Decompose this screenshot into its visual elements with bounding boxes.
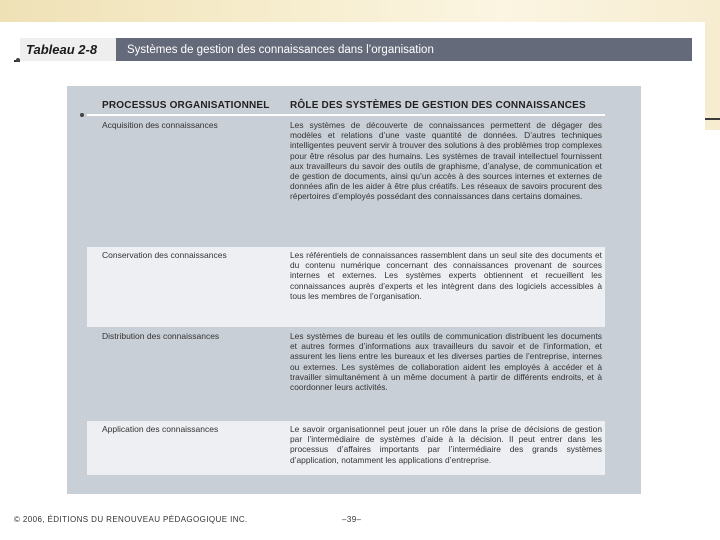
table-row (87, 328, 605, 419)
process-cell: Application des connaissances (102, 424, 219, 434)
role-cell: Les systèmes de bureau et les outils de communication distribuent les documents et autres formes d’informations aux travailleurs du savoir et de l’information, et assurent les liens entre les bureaux et les diverses parties de l’entreprise, internes ou externes. Les systèmes de collaboration aident les employés à accéder et à travailler simultanément à un même document à partir de différents endroits, et à coordonner leurs activités. (290, 331, 602, 393)
header-bullet-icon (80, 113, 84, 117)
table-title-bar (20, 38, 692, 61)
role-cell: Les systèmes de découverte de connaissances permettent de dégager des modèles et relations d’une vaste quantité de données. D’autres techniques intelligentes peuvent servir à trouver des solutions à des problèmes trop complexes pour être résolus par des humains. Les systèmes de travail intellectuel fournissent aux travailleurs du savoir des outils de graphisme, d’analyse, de communication et de gestion de documents, ainsi qu’un accès à des sources internes et externes de données afin de les aider à être plus créatifs. Les réseaux de savoirs procurent des répertoires d’employés possédant des connaissances dans certains domaines. (290, 120, 602, 202)
process-cell: Acquisition des connaissances (102, 120, 218, 130)
table-row (87, 247, 605, 327)
table-label: Tableau 2-8 (20, 38, 116, 61)
header-divider (87, 114, 605, 116)
decorative-rule (704, 118, 720, 120)
process-cell: Conservation des connaissances (102, 250, 227, 260)
column-header-process: PROCESSUS ORGANISATIONNEL (102, 100, 270, 111)
table-row (87, 117, 605, 245)
process-cell: Distribution des connaissances (102, 331, 220, 341)
table-row (87, 421, 605, 475)
footer-copyright: © 2006, ÉDITIONS DU RENOUVEAU PÉDAGOGIQUE INC. (14, 515, 248, 524)
role-cell: Le savoir organisationnel peut jouer un rôle dans la prise de décisions de gestion par l’intermédiaire de systèmes d’aide à la décision. Il peut entrer dans les processus d’affaires importants par l’intermédiaire des grands systèmes d’application, notamment les applications d’entreprise. (290, 424, 602, 465)
role-cell: Les référentiels de connaissances rassemblent dans un seul site des documents et du contenu numérique concernant des connaissances provenant de sources internes et externes. Les systèmes experts obtiennent et recueillent les connaissances auprès d’experts et les intègrent dans des logiciels accessibles à tous les membres de l’organisation. (290, 250, 602, 301)
footer-page-number: –39– (342, 515, 362, 524)
column-header-role: RÔLE DES SYSTÈMES DE GESTION DES CONNAISSANCES (290, 100, 586, 111)
table-title: Systèmes de gestion des connaissances dans l’organisation (116, 38, 692, 61)
